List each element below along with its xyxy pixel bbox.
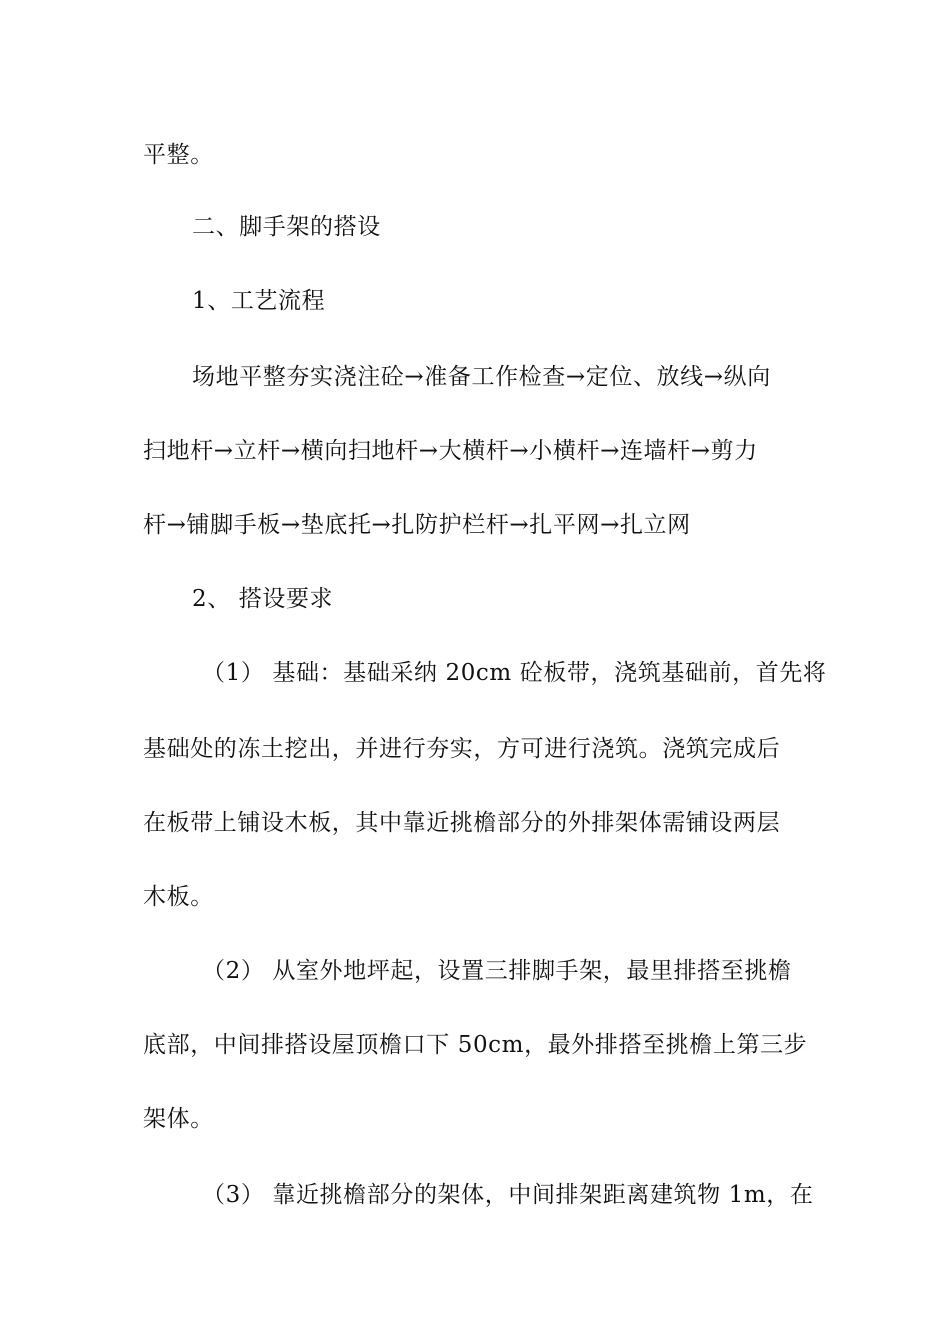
paragraph-line-1: 平整。: [143, 142, 214, 168]
item-1-line-2: 基础处的冻土挖出，并进行夯实，方可进行浇筑。浇筑完成后: [143, 736, 781, 762]
item-1-line-4: 木板。: [143, 884, 214, 910]
process-flow-line-3: 杆→铺脚手板→垫底托→扎防护栏杆→扎平网→扎立网: [143, 512, 691, 538]
subsection-heading-2: 2、 搭设要求: [192, 586, 334, 612]
item-3-line-1: （3） 靠近挑檐部分的架体，中间排架距离建筑物 1m，在: [202, 1182, 814, 1208]
item-2-line-1: （2） 从室外地坪起，设置三排脚手架，最里排搭至挑檐: [202, 958, 792, 984]
process-flow-line-2: 扫地杆→立杆→横向扫地杆→大横杆→小横杆→连墙杆→剪力: [143, 438, 758, 464]
item-1-line-3: 在板带上铺设木板，其中靠近挑檐部分的外排架体需铺设两层: [143, 810, 781, 836]
item-1-line-1: （1） 基础：基础采纳 20cm 砼板带，浇筑基础前，首先将: [202, 660, 827, 686]
subsection-heading-1: 1、工艺流程: [192, 288, 326, 314]
process-flow-line-1: 场地平整夯实浇注砼→准备工作检查→定位、放线→纵向: [192, 364, 771, 390]
item-2-line-3: 架体。: [143, 1106, 214, 1132]
item-2-line-2: 底部，中间排搭设屋顶檐口下 50cm，最外排搭至挑檐上第三步: [143, 1032, 808, 1058]
section-heading: 二、脚手架的搭设: [192, 214, 381, 240]
